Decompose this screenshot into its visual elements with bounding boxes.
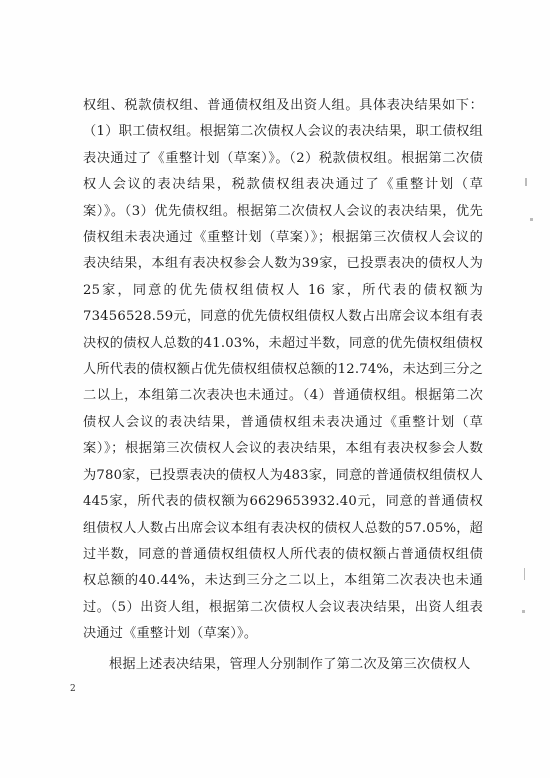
scan-mark (525, 178, 527, 186)
document-body (83, 93, 483, 678)
scan-mark (522, 610, 525, 613)
page-number: 2 (70, 684, 76, 694)
voting-results-paragraph: 权组、税款债权组、普通债权组及出资人组。具体表决结果如下：（1）职工债权组。根据第二次债权人会议的表决结果，职工债权组表决通过了《重整计划（草案）》。（2）税款债权组。根据第二次债权人会议的表决结果，税款债权组表决通过了《重整计划（草案）》。（3）优先债权组。根据第二次债权人会议的表决结果，优先债权组未表决通过《重整计划（草案）》；根据第三次债权人会议的表决结果，本组有表决权参会人数为39家，已投票表决的债权人为25家，同意的优先债权组债权人 16 家，所代表的债权额为 73456528.59元，同意的优先债权组债权人数占出席会议本组有表决权的债权人总数的41.03%，未超过半数，同意的优先债权组债权人所代表的债权额占优先债权组债权总额的12.74%，未达到三分之二以上，本组第二次表决也未通过。（4）普通债权组。根据第二次债权人会议的表决结果，普通债权组未表决通过《重整计划（草案）》；根据第三次债权人会议的表决结果，本组有表决权参会人数为780家，已投票表决的债权人为483家，同意的普通债权组债权人445家，所代表的债权额为6629653932.40元，同意的普通债权组债权人人数占出席会议本组有表决权的债权人总数的57.05%，超过半数，同意的普通债权组债权人所代表的债权额占普通债权组债权总额的40.44%，未达到三分之二以上，本组第二次表决也未通过。（5）出资人组，根据第二次债权人会议表决结果，出资人组表决通过《重整计划（草案）》。 (83, 98, 483, 642)
scan-mark (530, 218, 533, 221)
summary-paragraph: 根据上述表决结果，管理人分别制作了第二次及第三次债权人 (109, 656, 471, 672)
scan-mark (524, 568, 525, 580)
